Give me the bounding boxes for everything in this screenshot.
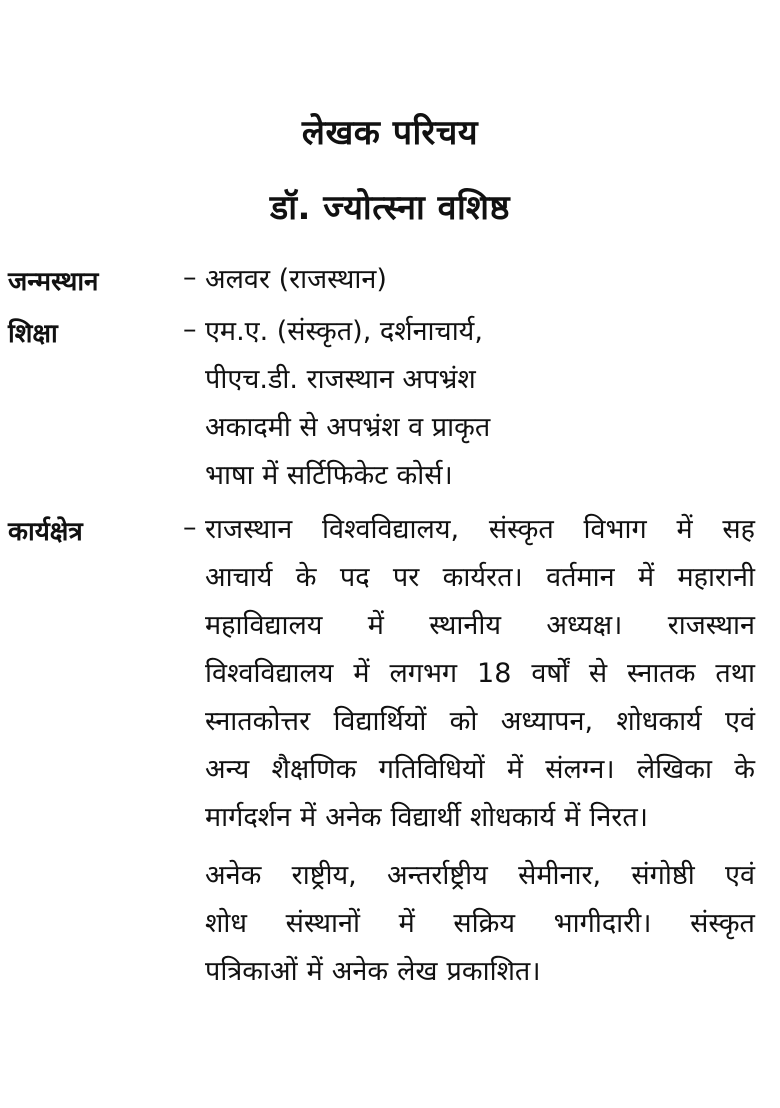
word: पद [339,562,370,593]
word: स्थानीय [429,610,502,641]
paragraph-line [205,554,755,602]
word: लेखिका [636,754,712,785]
word: शोधकार्य [469,802,556,833]
word: विश्वविद्यालय, [322,514,460,545]
word: राजस्थान [667,610,755,641]
word: विश्वविद्यालय [205,658,334,689]
word: कार्यरत। [442,562,523,593]
paragraph-line [205,852,755,900]
word: प्रकाशित। [446,956,541,987]
paragraph-line [205,698,755,746]
word: आचार्य [205,562,273,593]
word: महारानी [677,562,755,593]
word: को [449,706,478,737]
word: एवं [725,860,755,891]
word: में [506,754,523,785]
word: भागीदारी। [553,908,652,939]
page-title: लेखक परिचय [301,113,479,153]
paragraph-line [205,506,755,554]
word: वर्तमान [546,562,615,593]
paragraph-line [205,900,755,948]
word: संस्कृत [690,908,755,939]
paragraph-line [205,746,755,794]
word: अध्यापन, [500,706,594,737]
birthplace-line: अलवर (राजस्थान) [205,264,387,295]
word: अन्तर्राष्ट्रीय [387,860,488,891]
word: में [306,956,323,987]
work-paragraph-2 [205,852,755,996]
work-label: कार्यक्षेत्र [8,517,83,547]
word: के [734,754,755,785]
word: में [300,802,317,833]
education-line: एम.ए. (संस्कृत), दर्शनाचार्य, [205,316,483,347]
word: शैक्षणिक [271,754,357,785]
word: सेमीनार, [518,860,602,891]
word: अनेक [325,802,382,833]
word: शोधकार्य [616,706,702,737]
word: लगभग [389,658,458,689]
birthplace-label: जन्मस्थान [8,267,99,297]
word: संलग्न। [545,754,615,785]
education-value [205,308,755,500]
word: 18 [477,658,512,689]
word: के [295,562,317,593]
birthplace-value [205,256,755,304]
education-line: भाषा में सर्टिफिकेट कोर्स। [205,460,453,491]
word: लेख [397,956,438,987]
education-label: शिक्षा [8,319,58,349]
work-dash: – [183,512,197,543]
word: तथा [715,658,755,689]
word: एवं [725,706,755,737]
word: निरत। [589,802,648,833]
word: स्नातक [627,658,696,689]
word: से [588,658,608,689]
word: अन्य [205,754,250,785]
word: सह [722,514,755,545]
word: संस्कृत [488,514,554,545]
word: पत्रिकाओं [205,956,298,987]
word: वर्षों [531,658,569,689]
word: में [353,658,370,689]
paragraph-line [205,948,755,996]
word: में [398,908,415,939]
education-dash: – [183,314,197,345]
birthplace-dash: – [183,262,197,293]
work-paragraph-1 [205,506,755,842]
word: में [676,514,693,545]
education-line: अकादमी से अपभ्रंश व प्राकृत [205,412,491,443]
word: राष्ट्रीय, [291,860,357,891]
word: में [564,802,581,833]
word: महाविद्यालय [205,610,323,641]
word: विद्यार्थी [390,802,461,833]
author-name: डॉ. ज्योत्स्ना वशिष्ठ [270,188,510,228]
word: सक्रिय [453,908,516,939]
word: मार्गदर्शन [205,802,292,833]
word: अनेक [331,956,389,987]
word: विभाग [583,514,647,545]
paragraph-line [205,602,755,650]
word: विद्यार्थियों [333,706,427,737]
word: गतिविधियों [378,754,485,785]
paragraph-line [205,794,755,842]
word: में [637,562,655,593]
word: अनेक [205,860,262,891]
education-line: पीएच.डी. राजस्थान अपभ्रंश [205,364,476,395]
word: राजस्थान [205,514,293,545]
word: संस्थानों [285,908,361,939]
word: अध्यक्ष। [546,610,623,641]
word: स्नातकोत्तर [205,706,311,737]
word: पर [392,562,420,593]
word: में [367,610,384,641]
word: संगोष्ठी [631,860,695,891]
paragraph-line [205,650,755,698]
word: शोध [205,908,247,939]
